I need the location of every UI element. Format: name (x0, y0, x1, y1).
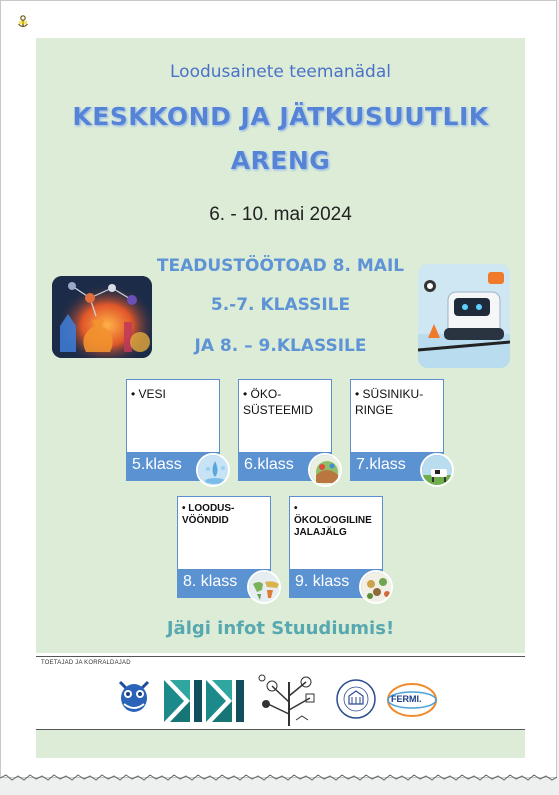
card-grade: 5.klass (132, 456, 182, 473)
card-topic: • VESI (131, 387, 166, 401)
card-topic: • ÖKOLOOGILINE JALAJÄLG (294, 503, 372, 538)
tartu-university-seal (335, 678, 377, 720)
ecosystem-icon (308, 453, 342, 487)
workshop-line3: JA 8. – 9.KLASSILE (194, 336, 367, 356)
world-map-icon (247, 570, 281, 604)
topic-card-6 (238, 379, 332, 481)
sponsors-label: TOETAJAD JA KORRALDAJAD (41, 660, 131, 666)
fermi-logo-text: FERMI. (391, 694, 422, 704)
page-edge-torn (0, 774, 557, 782)
workshop-line1: TEADUSTÖÖTOAD 8. MAIL (156, 256, 405, 276)
event-dates: 6. - 10. mai 2024 (209, 204, 352, 225)
topic-card-8 (177, 496, 271, 598)
chemistry-flasks-image (52, 276, 152, 358)
footer-top-divider (36, 656, 525, 657)
poster-title-line2: ARENG (230, 146, 331, 175)
workshop-line2: 5.-7. KLASSILE (210, 295, 351, 315)
footprint-icon (359, 570, 393, 604)
topic-card-9 (289, 496, 383, 598)
card-grade: 8. klass (183, 573, 238, 590)
card-topic: • SÜSINIKU- RINGE (355, 387, 424, 417)
owl-crest-logo (116, 676, 152, 716)
anchor-icon (17, 15, 29, 29)
card-grade: 6.klass (244, 456, 294, 473)
kk-geometric-logo (164, 680, 250, 722)
topic-card-5 (126, 379, 220, 481)
footer-band (36, 730, 525, 758)
robot-toy-image (418, 264, 510, 368)
fermi-logo (385, 680, 439, 720)
card-grade: 9. klass (295, 573, 350, 590)
poster-subtitle: Loodusainete teemanädal (170, 62, 391, 82)
card-topic: • LOODUS- VÖÖNDID (182, 503, 235, 526)
follow-info-text: Jälgi infot Stuudiumis! (166, 618, 395, 639)
water-splash-icon (196, 453, 230, 487)
cow-pasture-icon (420, 453, 454, 487)
poster-title-line1: KESKKOND JA JÄTKUSUUTLIK (72, 102, 489, 131)
topic-card-7 (350, 379, 444, 481)
tree-science-logo (256, 672, 322, 728)
card-grade: 7.klass (356, 456, 406, 473)
card-topic: • ÖKO- SÜSTEEMID (243, 387, 314, 417)
